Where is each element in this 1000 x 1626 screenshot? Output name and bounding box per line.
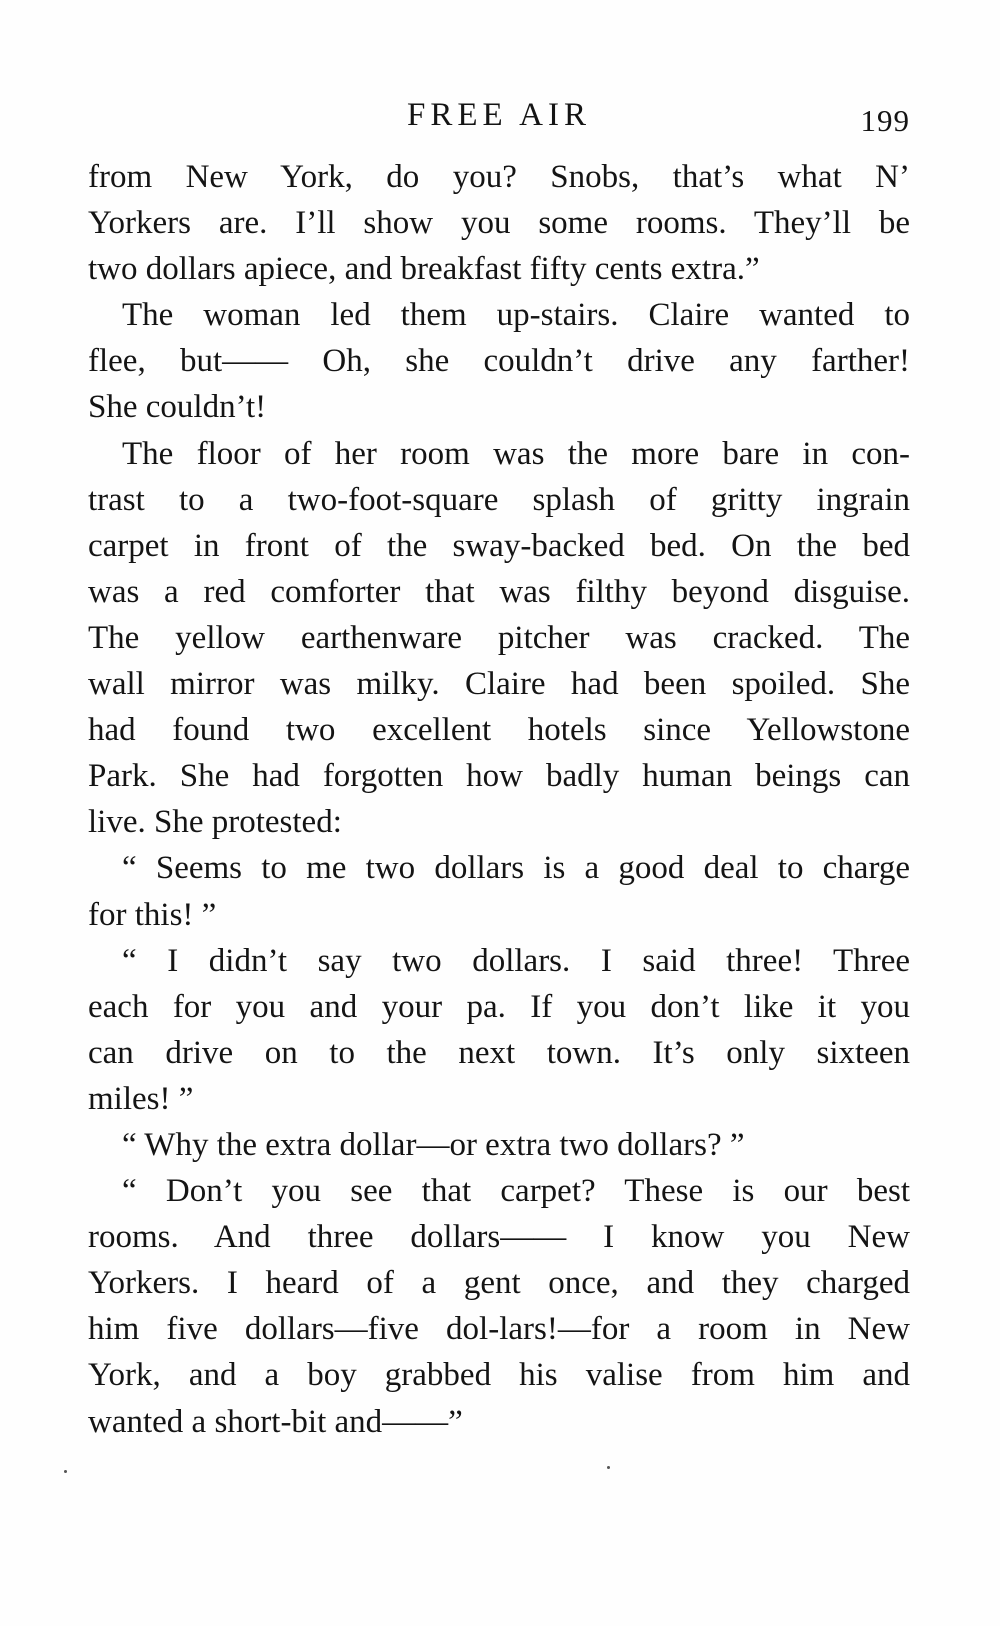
text-line: wanted a short-bit and——” (88, 1403, 463, 1440)
text-line: from New York, do you? Snobs, that’s what N’ (88, 159, 910, 195)
text-line: York, and a boy grabbed his valise from him and (88, 1357, 910, 1394)
text-line: carpet in front of the sway-backed bed. On the bed (88, 527, 910, 564)
text-line: live. She protested: (88, 804, 342, 841)
text-line: rooms. And three dollars—— I know you New (88, 1219, 910, 1256)
text-line: him five dollars—five dol-lars!—for a room in New (88, 1311, 910, 1348)
text-line: trast to a two-foot-square splash of gritty ingrain (88, 481, 910, 518)
text-line: “ Don’t you see that carpet? These is our best (122, 1173, 910, 1210)
text-line: wall mirror was milky. Claire had been spoiled. She (88, 666, 910, 703)
text-line: Yorkers. I heard of a gent once, and they charged (88, 1265, 910, 1302)
body-text (88, 154, 910, 1445)
text-line: The woman led them up-stairs. Claire wanted to (122, 297, 910, 334)
text-line: two dollars apiece, and breakfast fifty cents extra.” (88, 251, 760, 288)
text-line: The yellow earthenware pitcher was cracked. The (88, 619, 910, 656)
text-line: “ I didn’t say two dollars. I said three! Three (122, 942, 910, 979)
text-line: flee, but—— Oh, she couldn’t drive any farther! (88, 343, 910, 380)
running-head (88, 92, 910, 142)
page-number: 199 (860, 103, 910, 138)
paper-speck (64, 1470, 67, 1473)
text-line: She couldn’t! (88, 389, 267, 426)
text-line: each for you and your pa. If you don’t like it you (88, 988, 910, 1025)
text-line: miles! ” (88, 1080, 194, 1117)
text-line: can drive on to the next town. It’s only sixteen (88, 1034, 910, 1071)
text-line: Yorkers are. I’ll show you some rooms. They’ll be (88, 205, 910, 242)
text-line: “ Seems to me two dollars is a good deal to charge (122, 850, 910, 887)
running-head-title: FREE AIR (407, 97, 591, 133)
text-line: “ Why the extra dollar—or extra two dollars? ” (122, 1126, 745, 1163)
paper-speck (607, 1466, 610, 1469)
text-line: had found two excellent hotels since Yellowstone (88, 712, 910, 749)
text-line: for this! ” (88, 896, 217, 933)
text-line: Park. She had forgotten how badly human beings can (88, 758, 910, 795)
text-line: The floor of her room was the more bare in con- (122, 435, 910, 472)
text-line: was a red comforter that was filthy beyond disguise. (88, 573, 910, 610)
